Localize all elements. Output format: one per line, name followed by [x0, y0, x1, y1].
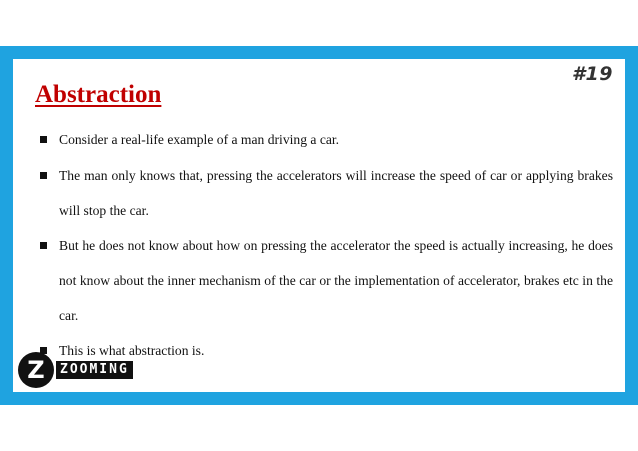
slide [13, 59, 625, 392]
square-bullet-icon [40, 242, 47, 249]
zooming-logo [18, 352, 134, 388]
square-bullet-icon [40, 172, 47, 179]
logo-wordmark: ZOOMING [56, 361, 133, 379]
square-bullet-icon [40, 136, 47, 143]
z-badge-icon [18, 352, 54, 388]
bullet-text: The man only knows that, pressing the accelerators will increase the speed of car or applying brakes will stop the car. [59, 168, 613, 218]
bullet-list [37, 122, 613, 368]
slide-number: #19 [571, 63, 613, 85]
bullet-text: But he does not know about how on pressing the accelerator the speed is actually increasing, he does not know about the inner mechanism of the car or the implementation of accelerator, brakes etc in the car. [59, 238, 613, 323]
bullet-item [37, 122, 613, 157]
slide-title: Abstraction [35, 81, 162, 108]
bullet-text: Consider a real-life example of a man driving a car. [59, 132, 340, 147]
logo-letter: Z [27, 356, 45, 384]
bullet-item [37, 158, 613, 228]
bullet-item [37, 228, 613, 333]
bullet-text: This is what abstraction is. [59, 343, 205, 358]
